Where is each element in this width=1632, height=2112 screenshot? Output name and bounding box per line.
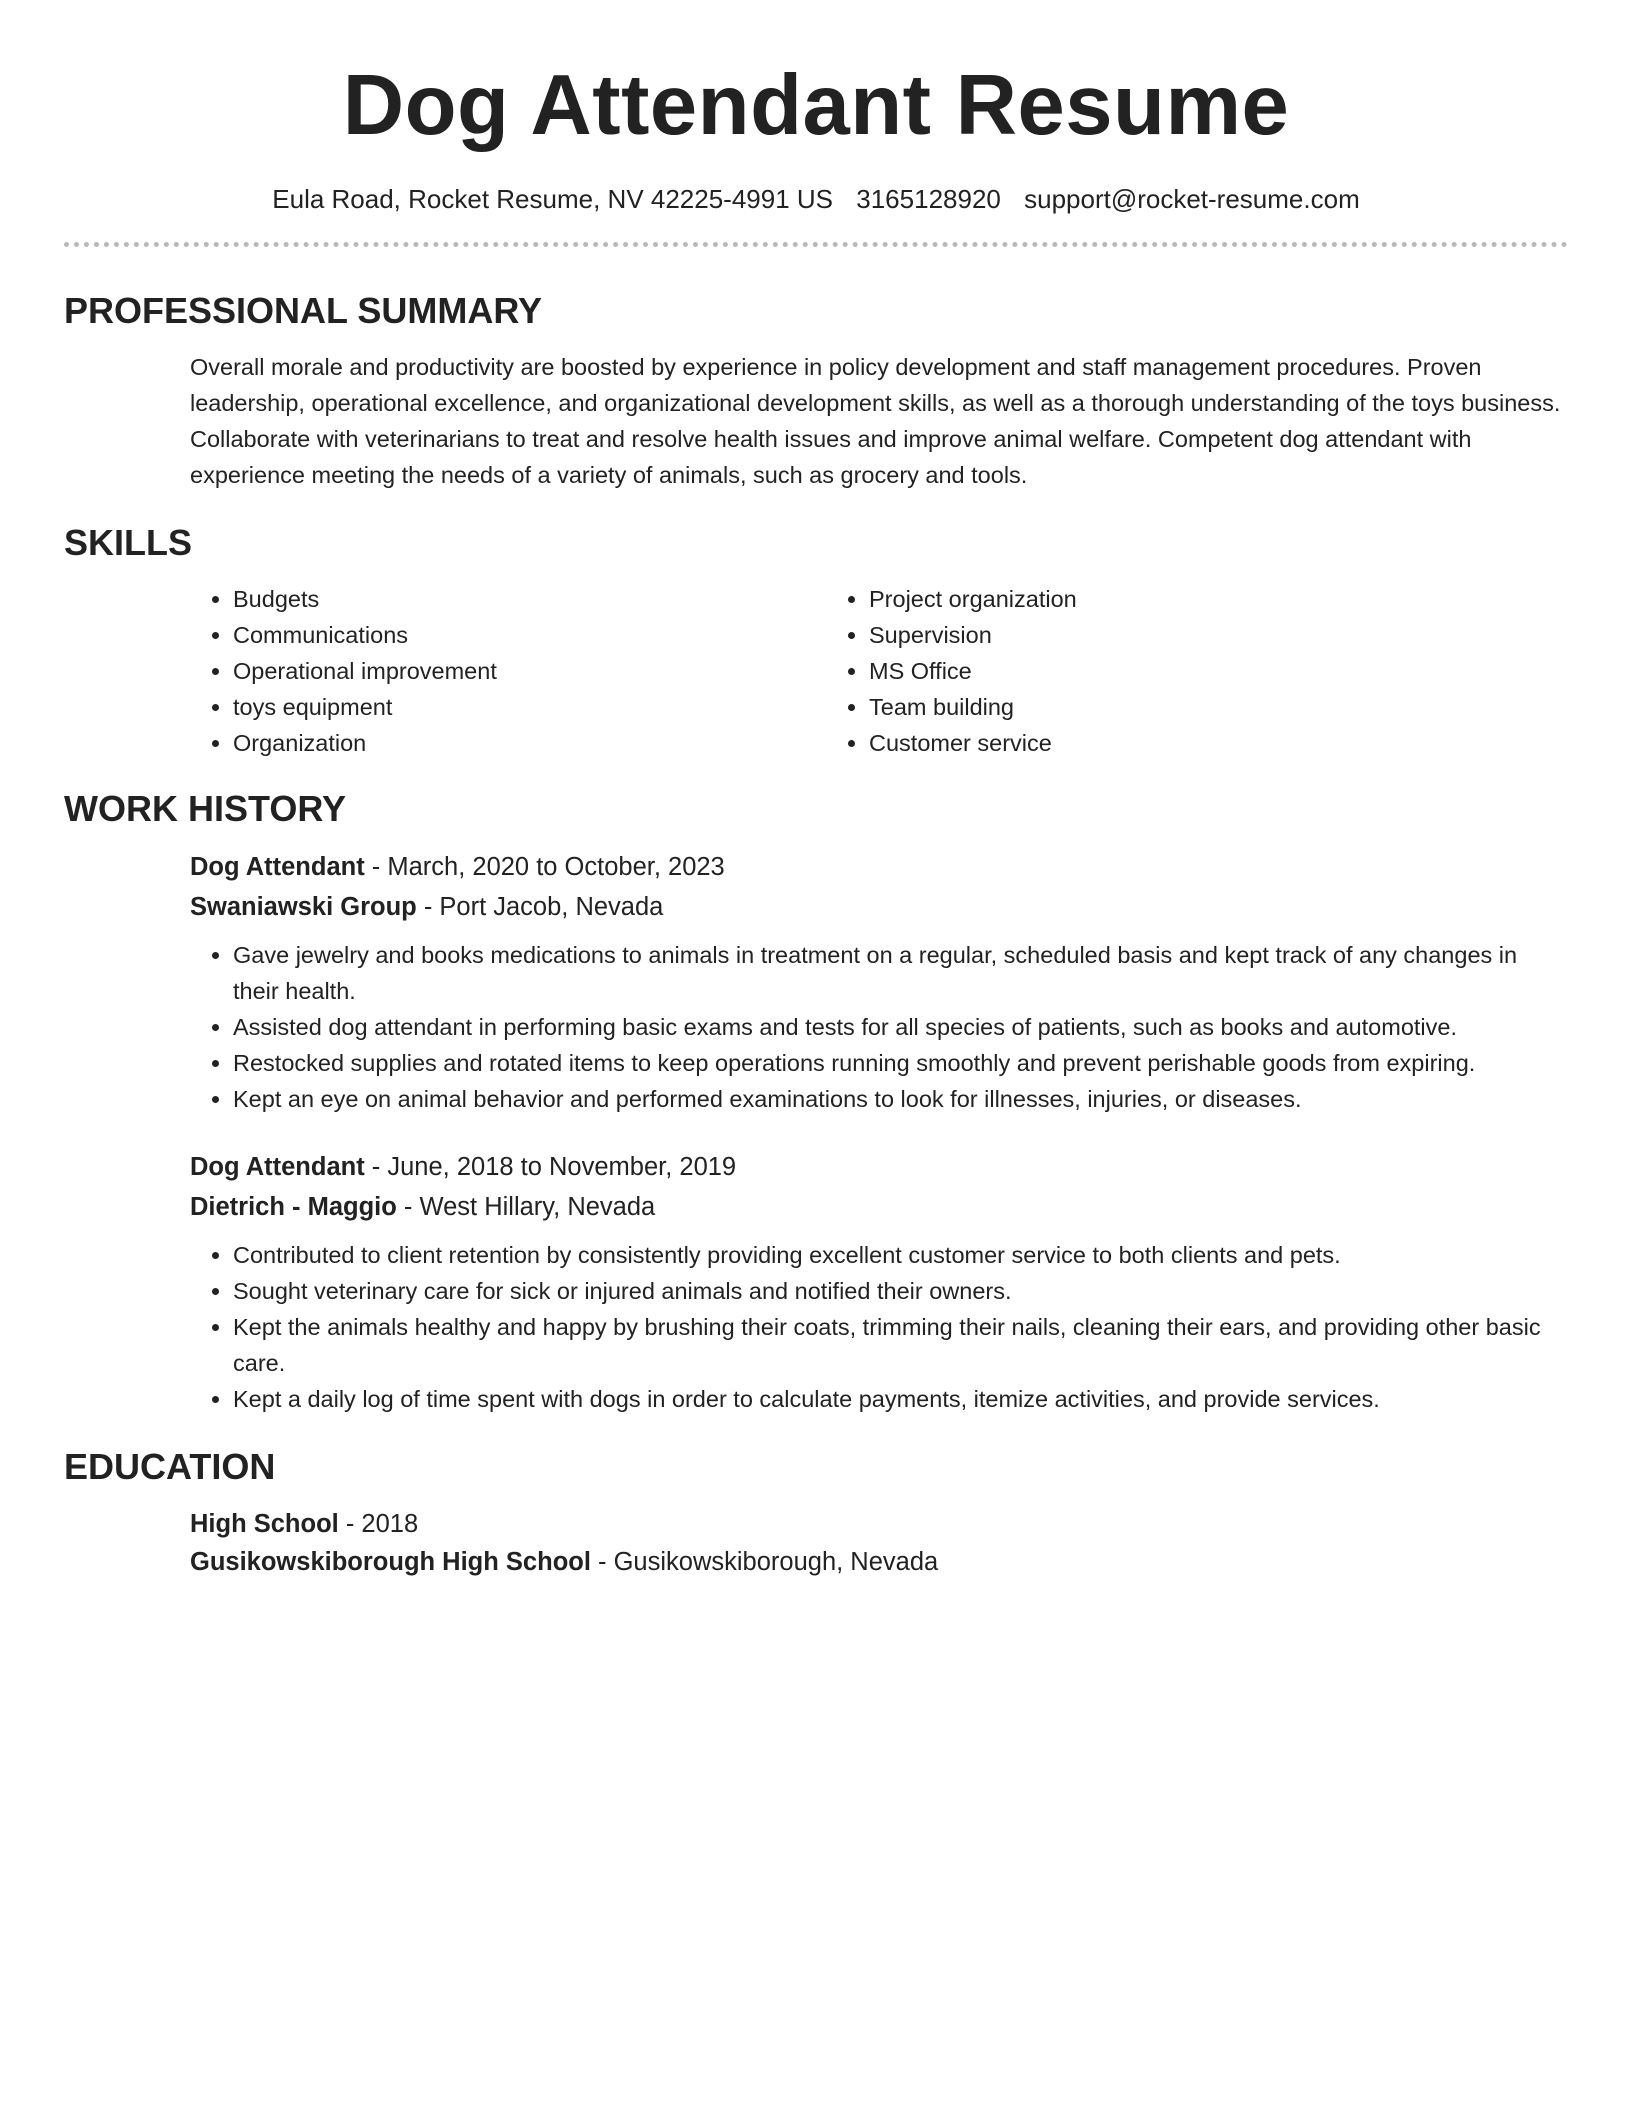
resume-title: Dog Attendant Resume: [342, 58, 1290, 153]
duty-item: • Assisted dog attendant in performing basic exams and tests for all species of patients, such as books and automotive.: [233, 1009, 1568, 1045]
education-degree-line: [190, 1505, 1568, 1543]
job-duties: [190, 937, 1568, 1117]
summary-text: Overall morale and productivity are boosted by experience in policy development and staff management procedures. Proven leadership, operational excellence, and organizational development skills, as well as a thorough understanding of the toys business. Collaborate with veterinarians to treat and resolve health issues and improve animal welfare. Competent dog attendant with experience meeting the needs of a variety of animals, such as grocery and tools.: [190, 354, 1561, 488]
skill-item: • Communications: [233, 617, 826, 653]
job-location: - West Hillary, Nevada: [396, 1193, 656, 1221]
skill-item: • Project organization: [869, 581, 1486, 617]
job-title: Dog Attendant: [190, 1153, 365, 1181]
job-company: Swaniawski Group: [190, 893, 417, 921]
job-location: - Port Jacob, Nevada: [416, 893, 664, 921]
skill-item: • Customer service: [869, 725, 1486, 761]
skills-list: [64, 581, 1568, 761]
job-dates: - June, 2018 to November, 2019: [364, 1153, 737, 1181]
job-dates: - March, 2020 to October, 2023: [364, 853, 725, 881]
education-location: - Gusikowskiborough, Nevada: [590, 1548, 939, 1576]
section-title-work: WORK HISTORY: [64, 788, 347, 829]
skill-item: • Budgets: [233, 581, 826, 617]
contact-phone: 3165128920: [856, 184, 1001, 214]
duty-item: • Kept a daily log of time spent with dogs in order to calculate payments, itemize activities, and provide services.: [233, 1381, 1568, 1417]
job-company-line: [190, 887, 1568, 927]
job-duties: [190, 1237, 1568, 1417]
section-title-summary: PROFESSIONAL SUMMARY: [64, 290, 543, 331]
education-degree: High School: [190, 1510, 339, 1538]
skill-item: • Team building: [869, 689, 1486, 725]
duty-item: • Contributed to client retention by consistently providing excellent customer service to both clients and pets.: [233, 1237, 1568, 1273]
education-entry: [64, 1505, 1568, 1581]
education-year: - 2018: [338, 1510, 419, 1538]
job-entry: [64, 1147, 1568, 1417]
skills-column-left: [190, 581, 826, 761]
job-entry: [64, 847, 1568, 1117]
skill-item: • toys equipment: [233, 689, 826, 725]
duty-item: • Kept the animals healthy and happy by brushing their coats, trimming their nails, cleaning their ears, and providing other basic care.: [233, 1309, 1568, 1381]
duty-item: • Restocked supplies and rotated items to keep operations running smoothly and prevent perishable goods from expiring.: [233, 1045, 1568, 1081]
education-school: Gusikowskiborough High School: [190, 1548, 591, 1576]
job-title-line: [190, 1147, 1568, 1187]
section-title-skills: SKILLS: [64, 522, 193, 563]
contact-address: Eula Road, Rocket Resume, NV 42225-4991 US: [272, 184, 834, 214]
job-title-line: [190, 847, 1568, 887]
contact-line: [64, 182, 1568, 216]
job-company-line: [190, 1187, 1568, 1227]
duty-item: • Gave jewelry and books medications to animals in treatment on a regular, scheduled basis and kept track of any changes in their health.: [233, 937, 1568, 1009]
education-school-line: [190, 1543, 1568, 1581]
header-divider: [64, 242, 1568, 247]
duty-item: • Sought veterinary care for sick or injured animals and notified their owners.: [233, 1273, 1568, 1309]
skill-item: • Operational improvement: [233, 653, 826, 689]
section-title-education: EDUCATION: [64, 1446, 276, 1487]
skill-item: • Organization: [233, 725, 826, 761]
contact-email: support@rocket-resume.com: [1024, 184, 1360, 214]
job-title: Dog Attendant: [190, 853, 365, 881]
duty-item: • Kept an eye on animal behavior and performed examinations to look for illnesses, injuries, or diseases.: [233, 1081, 1568, 1117]
skill-item: • MS Office: [869, 653, 1486, 689]
skill-item: • Supervision: [869, 617, 1486, 653]
job-company: Dietrich - Maggio: [190, 1193, 397, 1221]
skills-column-right: [826, 581, 1486, 761]
summary-block: [64, 349, 1568, 493]
